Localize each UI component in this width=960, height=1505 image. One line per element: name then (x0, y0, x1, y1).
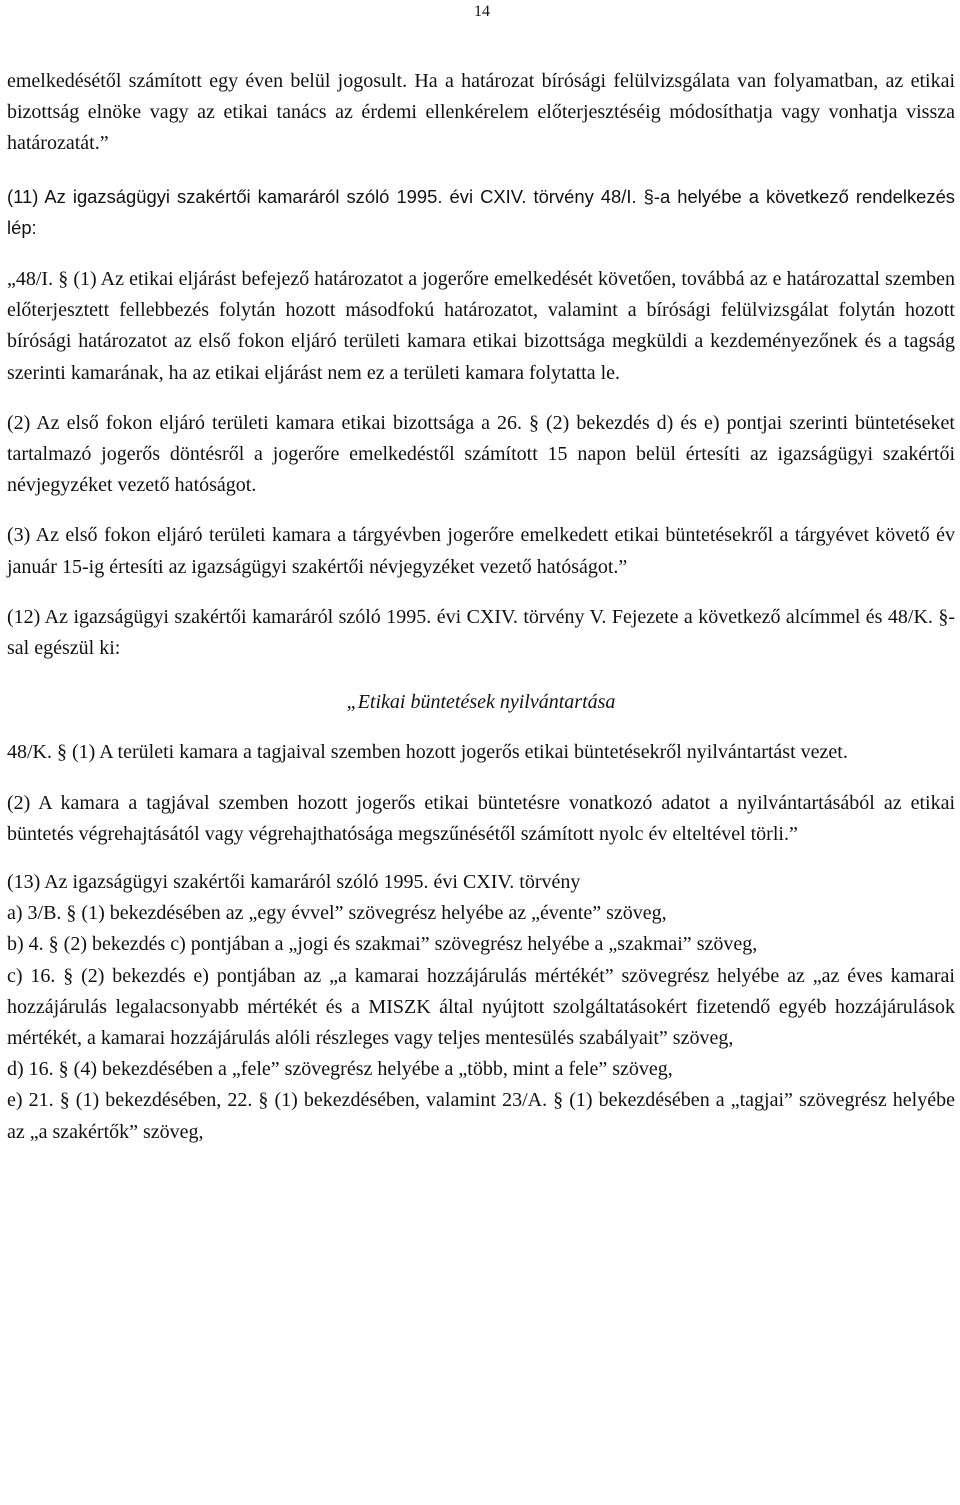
paragraph-48i-3: (3) Az első fokon eljáró területi kamara a tárgyévben jogerőre emelkedett etikai büntetésekről a tárgyévet követő év január 15-ig értesíti az igazságügyi szakértői névjegyzéket vezető hatóságot.” (7, 524, 955, 578)
paragraph-48k-1: 48/K. § (1) A területi kamara a tagjaival szemben hozott jogerős etikai büntetésekről nyilvántartást vezet. (7, 741, 848, 764)
paragraph-48i-1: „48/I. § (1) Az etikai eljárást befejező határozatot a jogerőre emelkedését követően, továbbá az e határozattal szemben előterjesztett fellebbezés folytán hozott másodfokú határozatot, valamint a bírósági felülvizsgálat folytán hozott bírósági határozatot az első fokon eljáró területi kamara etikai bizottsága megküldi a kezdeményezőnek és a tagság szerinti kamarának, ha az etikai eljárást nem ez a területi kamara folytatta le. (7, 268, 955, 384)
page-number: 14 (474, 3, 490, 20)
amendment-item-b: b) 4. § (2) bekezdés c) pontjában a „jogi és szakmai” szövegrész helyébe a „szakmai” szöveg, (7, 933, 758, 956)
paragraph-48k-2: (2) A kamara a tagjával szemben hozott jogerős etikai büntetésre vonatkozó adatot a nyilvántartásából az etikai büntetés végrehajtásától vagy végrehajthatósága megszűnésétől számított nyolc év elteltével törli.” (7, 791, 955, 845)
amendment-item-c: c) 16. § (2) bekezdés e) pontjában az „a kamarai hozzájárulás mértékét” szövegrész helyébe az „az éves kamarai hozzájárulás legalacsonyabb mértékét és a MISZK által nyújtott szolgáltatásokért fizetendő egyéb hozzájárulások mértékét, a kamarai hozzájárulás alóli részleges vagy teljes mentesülés szabályait” szöveg, (7, 964, 955, 1050)
paragraph-13: (13) Az igazságügyi szakértői kamaráról szóló 1995. évi CXIV. törvény (7, 871, 581, 894)
paragraph-11: (11) Az igazságügyi szakértői kamaráról szóló 1995. évi CXIV. törvény 48/I. §-a helyébe a következő rendelkezés lép: (7, 185, 955, 238)
subsection-title: „Etikai büntetések nyilvántartása (346, 691, 616, 714)
document-body (7, 66, 955, 1148)
amendment-item-e: e) 21. § (1) bekezdésében, 22. § (1) bekezdésében, valamint 23/A. § (1) bekezdésében a „tagjai” szövegrész helyébe az „a szakértők” szöveg, (7, 1089, 955, 1143)
paragraph-12: (12) Az igazságügyi szakértői kamaráról szóló 1995. évi CXIV. törvény V. Fejezete a következő alcímmel és 48/K. §-sal egészül ki: (7, 605, 955, 660)
amendment-item-d: d) 16. § (4) bekezdésében a „fele” szövegrész helyébe a „több, mint a fele” szöveg, (7, 1058, 673, 1081)
amendment-list (7, 898, 955, 1148)
amendment-item-a: a) 3/B. § (1) bekezdésében az „egy évvel” szövegrész helyébe az „évente” szöveg, (7, 902, 667, 925)
paragraph-continuation: emelkedésétől számított egy éven belül jogosult. Ha a határozat bírósági felülvizsgálata van folyamatban, az etikai bizottság elnöke vagy az etikai tanács az érdemi ellenkérelem előterjesztéséig módosíthatja vagy vonhatja vissza határozatát.” (7, 70, 955, 155)
paragraph-48i-2: (2) Az első fokon eljáró területi kamara etikai bizottsága a 26. § (2) bekezdés d) és e) pontjai szerinti büntetéseket tartalmazó jogerős döntésről a jogerőre emelkedéstől számított 15 napon belül értesíti az igazságügyi szakértői névjegyzéket vezető hatóságot. (7, 411, 955, 497)
